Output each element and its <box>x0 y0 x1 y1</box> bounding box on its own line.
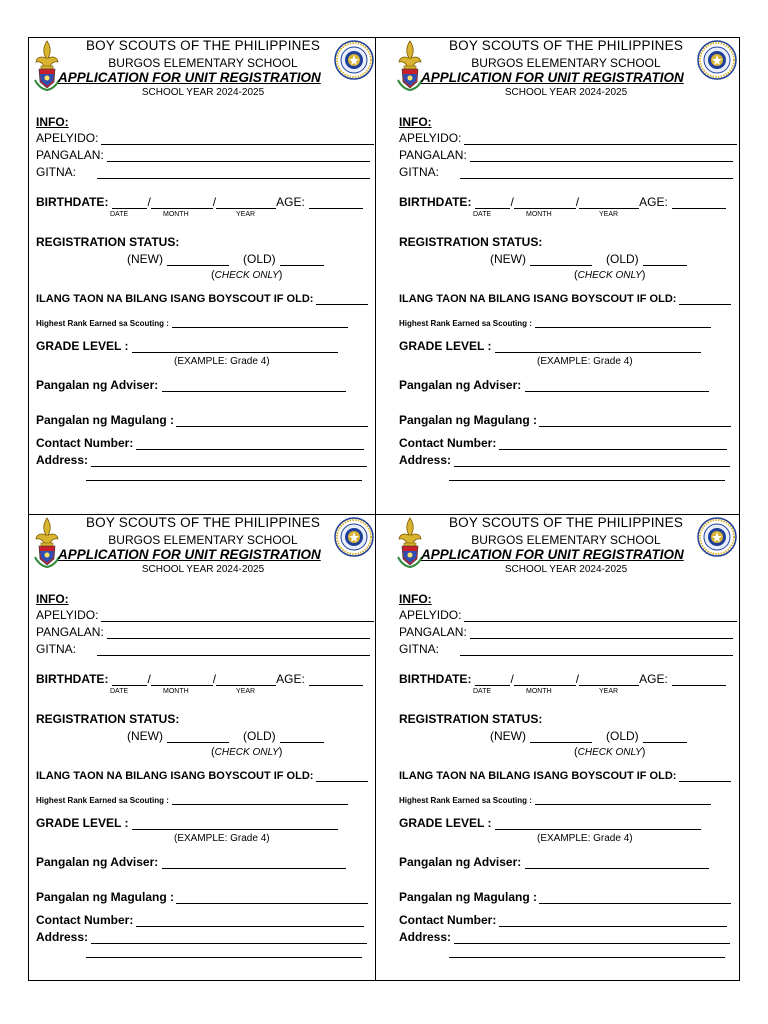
pangalan-row <box>36 625 370 639</box>
pangalan-row <box>399 148 733 162</box>
check-close-paren: ) <box>641 269 646 281</box>
birth-month-field[interactable] <box>151 199 213 209</box>
adviser-row <box>36 855 346 869</box>
highest-rank-label: Highest Rank Earned sa Scouting : <box>399 319 532 328</box>
address-line-2[interactable] <box>449 471 725 481</box>
grade-level-field[interactable] <box>132 343 338 353</box>
grade-level-field[interactable] <box>495 820 701 830</box>
birthdate-row <box>36 672 363 686</box>
parent-label: Pangalan ng Magulang : <box>36 890 175 904</box>
contact-row <box>36 913 364 927</box>
registration-slip-2 <box>393 38 739 513</box>
contact-label: Contact Number: <box>36 436 134 450</box>
school-year: SCHOOL YEAR 2024-2025 <box>504 564 628 575</box>
date-sublabel: DATE <box>473 211 492 218</box>
age-label: AGE: <box>639 195 668 209</box>
registration-status-heading: REGISTRATION STATUS: <box>36 235 180 249</box>
school-year: SCHOOL YEAR 2024-2025 <box>504 87 628 98</box>
date-slash: / <box>147 195 151 209</box>
apelyido-label: APELYIDO: <box>399 131 462 145</box>
status-options <box>127 252 324 266</box>
adviser-row <box>399 855 709 869</box>
date-sublabel: DATE <box>110 688 129 695</box>
adviser-label: Pangalan ng Adviser: <box>399 378 522 392</box>
org-name: BOY SCOUTS OF THE PHILIPPINES <box>448 38 684 53</box>
check-only-text: CHECK ONLY <box>577 747 642 758</box>
age-label: AGE: <box>639 672 668 686</box>
birthdate-row <box>36 195 363 209</box>
gitna-row <box>36 165 370 179</box>
address-row <box>399 930 730 944</box>
org-name: BOY SCOUTS OF THE PHILIPPINES <box>85 38 321 53</box>
pangalan-field[interactable] <box>107 152 370 162</box>
check-open-paren: ( <box>574 746 578 758</box>
birth-day-field[interactable] <box>112 676 147 686</box>
old-option-label: (OLD) <box>606 252 639 266</box>
grade-level-field[interactable] <box>132 820 338 830</box>
date-sublabel: DATE <box>473 688 492 695</box>
address-field[interactable] <box>91 934 367 944</box>
parent-row <box>399 890 731 904</box>
info-heading: INFO: <box>399 115 432 129</box>
registration-status-heading: REGISTRATION STATUS: <box>399 235 543 249</box>
apelyido-row <box>399 131 737 145</box>
status-options <box>490 729 687 743</box>
gitna-row <box>399 165 733 179</box>
age-label: AGE: <box>276 672 305 686</box>
new-option-label: (NEW) <box>490 252 526 266</box>
status-options <box>490 252 687 266</box>
date-slash: / <box>510 672 514 686</box>
birthdate-label: BIRTHDATE: <box>36 195 109 209</box>
new-checkbox-field[interactable] <box>167 733 229 743</box>
adviser-field[interactable] <box>162 382 346 392</box>
grade-example-note: (EXAMPLE: Grade 4) <box>174 356 270 367</box>
grade-level-row <box>36 339 338 353</box>
info-heading: INFO: <box>36 592 69 606</box>
birthdate-row <box>399 672 726 686</box>
address-line-2[interactable] <box>86 471 362 481</box>
years-if-old-row <box>399 770 731 782</box>
address-field[interactable] <box>454 934 730 944</box>
date-slash: / <box>575 672 580 686</box>
gitna-label: GITNA: <box>399 642 440 656</box>
apelyido-field[interactable] <box>464 135 737 145</box>
school-name: BURGOS ELEMENTARY SCHOOL <box>471 56 661 70</box>
parent-field[interactable] <box>176 417 368 427</box>
birth-year-field[interactable] <box>579 199 639 209</box>
age-field[interactable] <box>672 676 726 686</box>
contact-label: Contact Number: <box>36 913 134 927</box>
form-title: APPLICATION FOR UNIT REGISTRATION <box>421 547 684 562</box>
grade-example-note: (EXAMPLE: Grade 4) <box>537 833 633 844</box>
check-only-note <box>211 269 282 281</box>
years-if-old-field[interactable] <box>316 295 368 305</box>
status-options <box>127 729 324 743</box>
old-checkbox-field[interactable] <box>643 733 687 743</box>
age-field[interactable] <box>309 199 363 209</box>
contact-row <box>36 436 364 450</box>
registration-status-heading: REGISTRATION STATUS: <box>36 712 180 726</box>
old-checkbox-field[interactable] <box>280 256 324 266</box>
old-option-label: (OLD) <box>243 252 276 266</box>
parent-field[interactable] <box>176 894 368 904</box>
address-label: Address: <box>399 453 452 467</box>
old-option-label: (OLD) <box>606 729 639 743</box>
years-if-old-label: ILANG TAON NA BILANG ISANG BOYSCOUT IF OLD: <box>36 293 314 305</box>
year-sublabel: YEAR <box>236 211 256 218</box>
highest-rank-row <box>36 319 348 328</box>
highest-rank-row <box>36 796 348 805</box>
school-year: SCHOOL YEAR 2024-2025 <box>141 564 265 575</box>
registration-slip-3 <box>30 515 376 990</box>
gitna-row <box>399 642 733 656</box>
gitna-field[interactable] <box>460 169 733 179</box>
years-if-old-row <box>399 293 731 305</box>
info-heading: INFO: <box>399 592 432 606</box>
date-slash: / <box>212 195 217 209</box>
date-sublabel: DATE <box>110 211 129 218</box>
grade-level-field[interactable] <box>495 343 701 353</box>
form-title: APPLICATION FOR UNIT REGISTRATION <box>421 70 684 85</box>
registration-slip-1 <box>30 38 376 513</box>
new-option-label: (NEW) <box>127 252 163 266</box>
year-sublabel: YEAR <box>599 211 619 218</box>
month-sublabel: MONTH <box>163 688 189 695</box>
birth-month-field[interactable] <box>151 676 213 686</box>
pangalan-label: PANGALAN: <box>36 148 104 162</box>
years-if-old-field[interactable] <box>679 295 731 305</box>
date-slash: / <box>147 672 151 686</box>
age-label: AGE: <box>276 195 305 209</box>
address-label: Address: <box>36 453 89 467</box>
apelyido-label: APELYIDO: <box>36 608 99 622</box>
adviser-field[interactable] <box>525 859 709 869</box>
grade-example-note: (EXAMPLE: Grade 4) <box>537 356 633 367</box>
birthdate-label: BIRTHDATE: <box>399 195 472 209</box>
check-open-paren: ( <box>211 269 215 281</box>
highest-rank-field[interactable] <box>172 798 348 805</box>
highest-rank-field[interactable] <box>535 321 711 328</box>
date-slash: / <box>212 672 217 686</box>
apelyido-field[interactable] <box>101 612 374 622</box>
years-if-old-row <box>36 293 368 305</box>
grade-level-row <box>399 339 701 353</box>
new-checkbox-field[interactable] <box>530 256 592 266</box>
parent-label: Pangalan ng Magulang : <box>36 413 175 427</box>
form-title: APPLICATION FOR UNIT REGISTRATION <box>58 547 321 562</box>
org-name: BOY SCOUTS OF THE PHILIPPINES <box>85 515 321 530</box>
age-field[interactable] <box>309 676 363 686</box>
grade-level-row <box>399 816 701 830</box>
parent-label: Pangalan ng Magulang : <box>399 890 538 904</box>
school-year: SCHOOL YEAR 2024-2025 <box>141 87 265 98</box>
month-sublabel: MONTH <box>526 688 552 695</box>
parent-field[interactable] <box>539 894 731 904</box>
check-only-note <box>211 746 282 758</box>
org-name: BOY SCOUTS OF THE PHILIPPINES <box>448 515 684 530</box>
old-checkbox-field[interactable] <box>280 733 324 743</box>
birth-month-field[interactable] <box>514 199 576 209</box>
new-checkbox-field[interactable] <box>167 256 229 266</box>
address-field[interactable] <box>454 457 730 467</box>
new-option-label: (NEW) <box>490 729 526 743</box>
birth-day-field[interactable] <box>475 676 510 686</box>
apelyido-row <box>399 608 737 622</box>
new-option-label: (NEW) <box>127 729 163 743</box>
check-only-text: CHECK ONLY <box>214 747 279 758</box>
adviser-field[interactable] <box>162 859 346 869</box>
adviser-field[interactable] <box>525 382 709 392</box>
check-open-paren: ( <box>574 269 578 281</box>
highest-rank-label: Highest Rank Earned sa Scouting : <box>36 796 169 805</box>
check-close-paren: ) <box>278 746 283 758</box>
pangalan-field[interactable] <box>470 152 733 162</box>
address-field[interactable] <box>91 457 367 467</box>
contact-field[interactable] <box>136 917 364 927</box>
birth-year-field[interactable] <box>216 676 276 686</box>
month-sublabel: MONTH <box>163 211 189 218</box>
adviser-row <box>36 378 346 392</box>
registration-slip-4 <box>393 515 739 990</box>
address-label: Address: <box>36 930 89 944</box>
date-slash: / <box>575 195 580 209</box>
date-slash: / <box>510 195 514 209</box>
contact-field[interactable] <box>499 917 727 927</box>
years-if-old-label: ILANG TAON NA BILANG ISANG BOYSCOUT IF OLD: <box>399 293 677 305</box>
birth-day-field[interactable] <box>475 199 510 209</box>
parent-row <box>36 413 368 427</box>
address-row <box>36 453 367 467</box>
month-sublabel: MONTH <box>526 211 552 218</box>
grade-level-label: GRADE LEVEL : <box>36 339 129 353</box>
birth-year-field[interactable] <box>579 676 639 686</box>
check-only-text: CHECK ONLY <box>214 270 279 281</box>
highest-rank-label: Highest Rank Earned sa Scouting : <box>36 319 169 328</box>
pangalan-label: PANGALAN: <box>399 625 467 639</box>
gitna-field[interactable] <box>97 169 370 179</box>
pangalan-field[interactable] <box>470 629 733 639</box>
pangalan-label: PANGALAN: <box>399 148 467 162</box>
parent-row <box>36 890 368 904</box>
address-line-2[interactable] <box>449 948 725 958</box>
parent-row <box>399 413 731 427</box>
year-sublabel: YEAR <box>236 688 256 695</box>
apelyido-row <box>36 608 374 622</box>
gitna-field[interactable] <box>97 646 370 656</box>
address-line-2[interactable] <box>86 948 362 958</box>
old-option-label: (OLD) <box>243 729 276 743</box>
check-close-paren: ) <box>278 269 283 281</box>
years-if-old-field[interactable] <box>316 772 368 782</box>
apelyido-row <box>36 131 374 145</box>
address-label: Address: <box>399 930 452 944</box>
registration-status-heading: REGISTRATION STATUS: <box>399 712 543 726</box>
age-field[interactable] <box>672 199 726 209</box>
year-sublabel: YEAR <box>599 688 619 695</box>
check-close-paren: ) <box>641 746 646 758</box>
old-checkbox-field[interactable] <box>643 256 687 266</box>
contact-field[interactable] <box>136 440 364 450</box>
apelyido-field[interactable] <box>464 612 737 622</box>
highest-rank-row <box>399 319 711 328</box>
apelyido-label: APELYIDO: <box>36 131 99 145</box>
highest-rank-field[interactable] <box>535 798 711 805</box>
pangalan-label: PANGALAN: <box>36 625 104 639</box>
school-name: BURGOS ELEMENTARY SCHOOL <box>108 533 298 547</box>
gitna-label: GITNA: <box>36 165 77 179</box>
grade-example-note: (EXAMPLE: Grade 4) <box>174 833 270 844</box>
school-name: BURGOS ELEMENTARY SCHOOL <box>471 533 661 547</box>
years-if-old-field[interactable] <box>679 772 731 782</box>
adviser-label: Pangalan ng Adviser: <box>399 855 522 869</box>
parent-field[interactable] <box>539 417 731 427</box>
address-row <box>36 930 367 944</box>
grade-level-label: GRADE LEVEL : <box>399 816 492 830</box>
gitna-label: GITNA: <box>36 642 77 656</box>
pangalan-row <box>399 625 733 639</box>
gitna-label: GITNA: <box>399 165 440 179</box>
parent-label: Pangalan ng Magulang : <box>399 413 538 427</box>
highest-rank-label: Highest Rank Earned sa Scouting : <box>399 796 532 805</box>
grade-level-label: GRADE LEVEL : <box>399 339 492 353</box>
contact-row <box>399 913 727 927</box>
birthdate-label: BIRTHDATE: <box>399 672 472 686</box>
adviser-row <box>399 378 709 392</box>
school-name: BURGOS ELEMENTARY SCHOOL <box>108 56 298 70</box>
apelyido-label: APELYIDO: <box>399 608 462 622</box>
birth-month-field[interactable] <box>514 676 576 686</box>
birthdate-row <box>399 195 726 209</box>
birth-year-field[interactable] <box>216 199 276 209</box>
check-open-paren: ( <box>211 746 215 758</box>
form-title: APPLICATION FOR UNIT REGISTRATION <box>58 70 321 85</box>
years-if-old-label: ILANG TAON NA BILANG ISANG BOYSCOUT IF OLD: <box>399 770 677 782</box>
grade-level-row <box>36 816 338 830</box>
check-only-note <box>574 269 645 281</box>
highest-rank-field[interactable] <box>172 321 348 328</box>
pangalan-row <box>36 148 370 162</box>
check-only-text: CHECK ONLY <box>577 270 642 281</box>
check-only-note <box>574 746 645 758</box>
gitna-row <box>36 642 370 656</box>
birth-day-field[interactable] <box>112 199 147 209</box>
apelyido-field[interactable] <box>101 135 374 145</box>
pangalan-field[interactable] <box>107 629 370 639</box>
highest-rank-row <box>399 796 711 805</box>
years-if-old-row <box>36 770 368 782</box>
contact-row <box>399 436 727 450</box>
adviser-label: Pangalan ng Adviser: <box>36 855 159 869</box>
years-if-old-label: ILANG TAON NA BILANG ISANG BOYSCOUT IF OLD: <box>36 770 314 782</box>
gitna-field[interactable] <box>460 646 733 656</box>
contact-label: Contact Number: <box>399 913 497 927</box>
birthdate-label: BIRTHDATE: <box>36 672 109 686</box>
contact-field[interactable] <box>499 440 727 450</box>
new-checkbox-field[interactable] <box>530 733 592 743</box>
address-row <box>399 453 730 467</box>
adviser-label: Pangalan ng Adviser: <box>36 378 159 392</box>
contact-label: Contact Number: <box>399 436 497 450</box>
grade-level-label: GRADE LEVEL : <box>36 816 129 830</box>
info-heading: INFO: <box>36 115 69 129</box>
